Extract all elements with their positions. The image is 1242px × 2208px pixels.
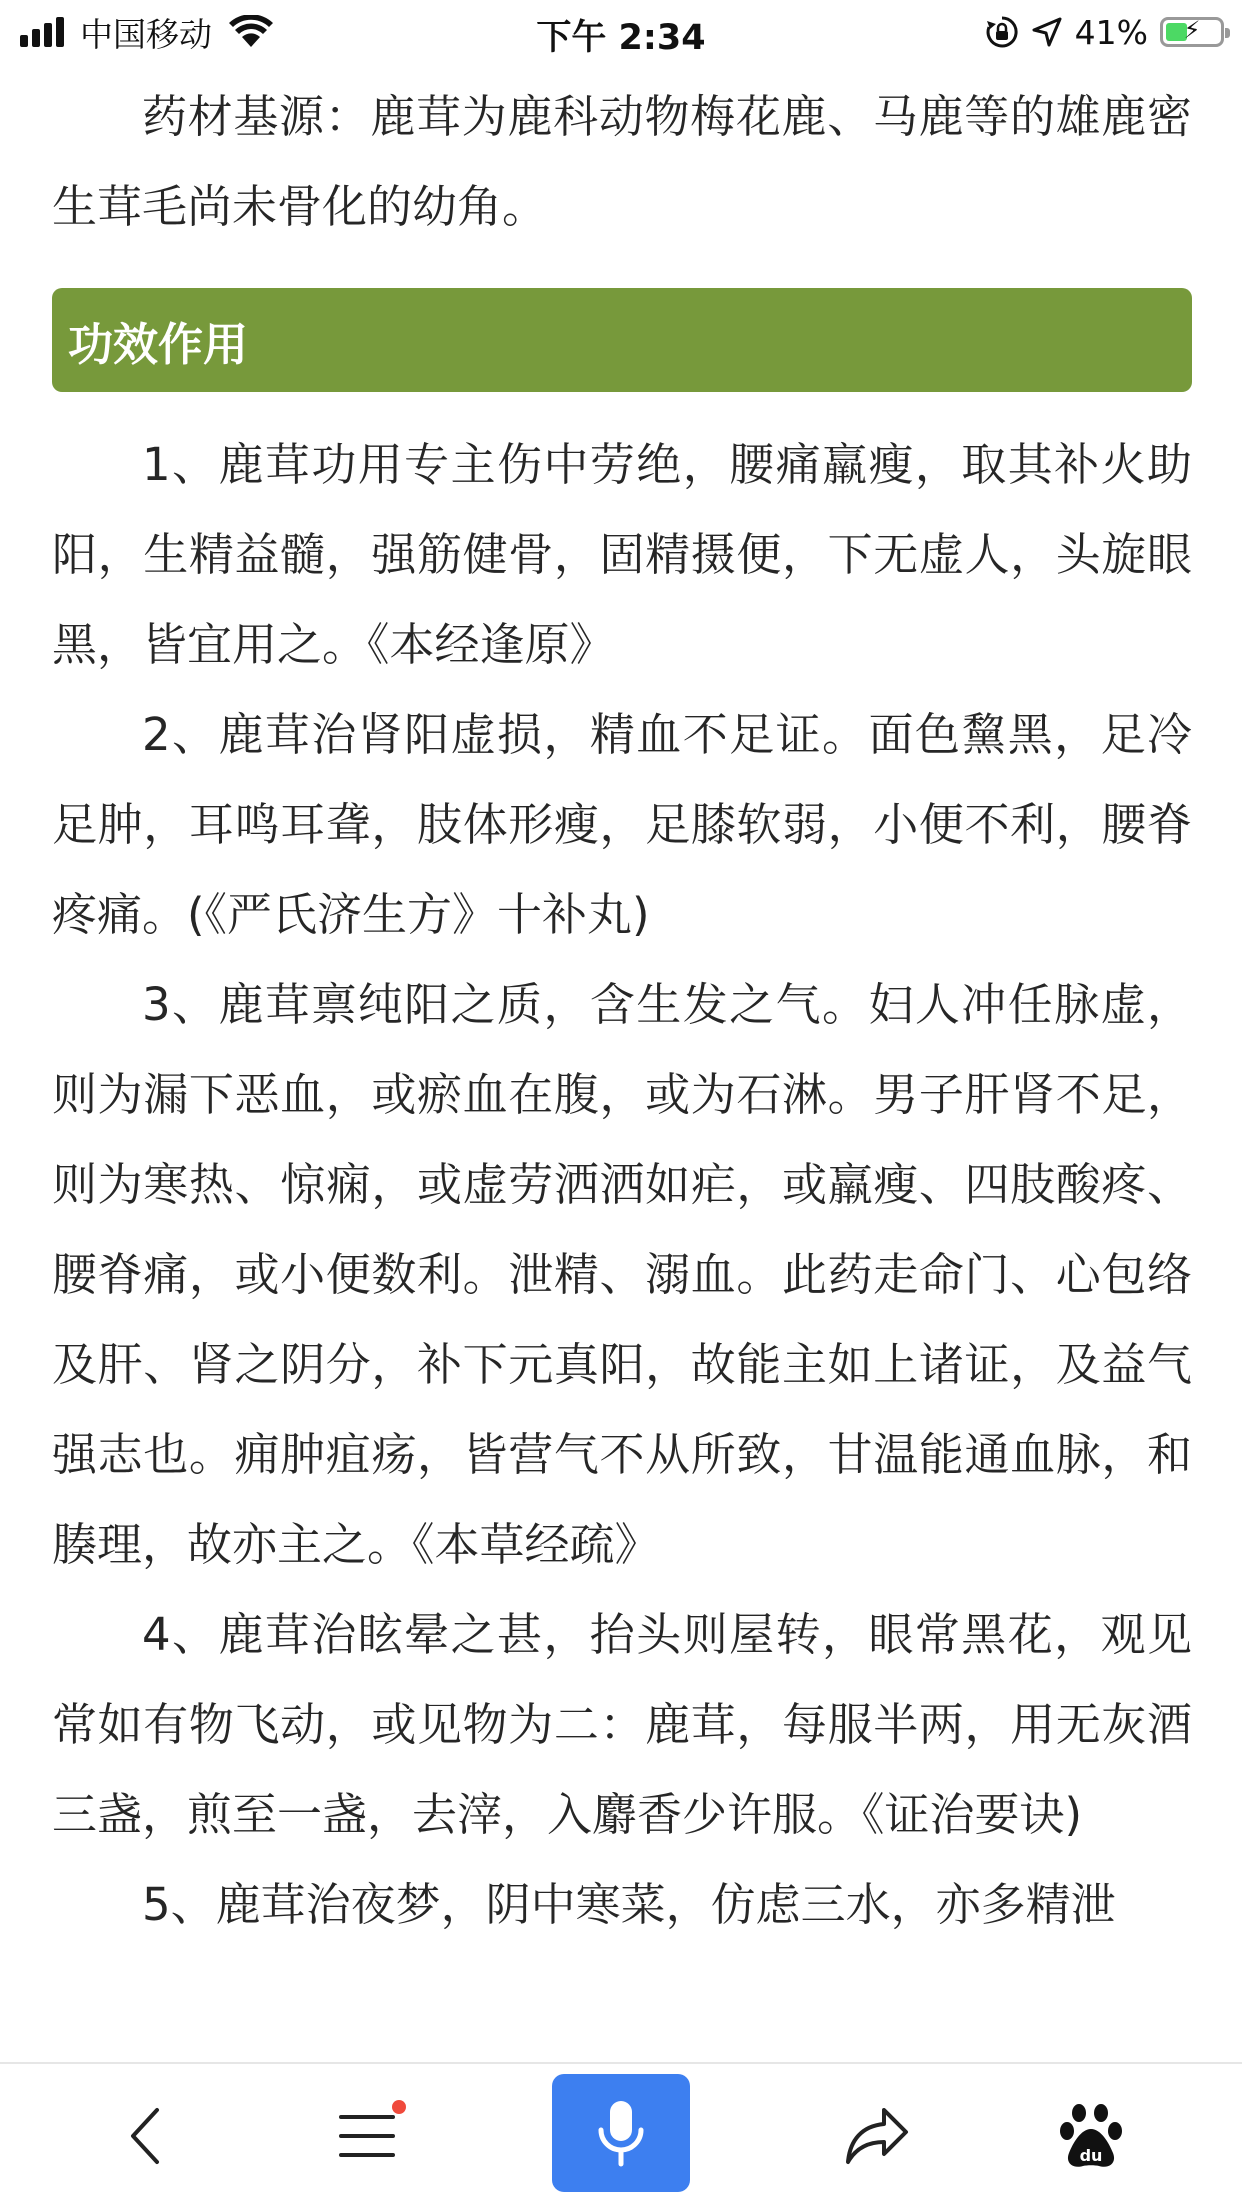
effect-paragraph-1: 1、鹿茸功用专主伤中劳绝，腰痛羸瘦，取其补火助阳，生精益髓，强筋健骨，固精摄便，下无虚人，头旋眼黑，皆宜用之。《本经逢原》 bbox=[52, 438, 1192, 671]
effect-paragraph-4: 4、鹿茸治眩晕之甚，抬头则屋转，眼常黑花，观见常如有物飞动，或见物为二：鹿茸，每服半两，用无灰酒三盏，煎至一盏，去滓，入麝香少许服。《证治要诀) bbox=[52, 1608, 1192, 1841]
menu-icon bbox=[337, 2109, 397, 2163]
section-title: 功效作用 bbox=[68, 317, 249, 371]
battery-percent: 41% bbox=[1074, 12, 1148, 52]
charging-bolt-icon: ⚡ bbox=[1183, 16, 1201, 44]
battery-icon bbox=[1160, 17, 1224, 47]
back-button[interactable] bbox=[90, 2064, 200, 2208]
effect-paragraph-5: 5、鹿茸治夜梦，阴中寒菜，仿虑三水，亦多精泄 bbox=[142, 1878, 1116, 1931]
effect-paragraph-2: 2、鹿茸治肾阳虚损，精血不足证。面色黧黑，足冷足肿，耳鸣耳聋，肢体形瘦，足膝软弱，小便不利，腰脊疼痛。(《严氏济生方》十补丸) bbox=[52, 708, 1192, 941]
location-icon bbox=[1031, 16, 1063, 48]
effect-paragraph-3: 3、鹿茸禀纯阳之质，含生发之气。妇人冲任脉虚，则为漏下恶血，或瘀血在腹，或为石淋。男子肝肾不足，则为寒热、惊痫，或虚劳洒洒如疟，或羸瘦、四肢酸疼、腰脊痛，或小便数利。泄精、溺血。此药走命门、心包络及肝、肾之阴分，补下元真阳，故能主如上诸证，及益气强志也。痈肿疽疡，皆营气不从所致，甘温能通血脉，和腠理，故亦主之。《本草经疏》 bbox=[52, 978, 1192, 1571]
intro-paragraph: 药材基源：鹿茸为鹿科动物梅花鹿、马鹿等的雄鹿密生茸毛尚未骨化的幼角。 bbox=[52, 90, 1192, 233]
carrier-name: 中国移动 bbox=[80, 14, 212, 54]
status-time: 下午 2:34 bbox=[536, 18, 706, 58]
status-right bbox=[985, 10, 1224, 54]
back-arrow-icon bbox=[123, 2104, 167, 2168]
article-content bbox=[52, 72, 1192, 1950]
baidu-paw-icon bbox=[1059, 2103, 1123, 2169]
voice-search-button[interactable] bbox=[552, 2074, 690, 2192]
svg-text:du: du bbox=[1079, 2146, 1103, 2165]
share-button[interactable] bbox=[822, 2064, 932, 2208]
share-icon bbox=[842, 2104, 912, 2168]
section-header bbox=[52, 288, 1192, 392]
menu-button[interactable] bbox=[312, 2064, 422, 2208]
bottom-toolbar bbox=[0, 2062, 1242, 2208]
microphone-icon bbox=[593, 2098, 649, 2168]
status-bar bbox=[0, 0, 1242, 62]
orientation-lock-icon bbox=[985, 15, 1019, 49]
baidu-home-button[interactable] bbox=[1036, 2064, 1146, 2208]
battery-cap bbox=[1225, 28, 1230, 38]
notification-badge bbox=[392, 2100, 406, 2114]
